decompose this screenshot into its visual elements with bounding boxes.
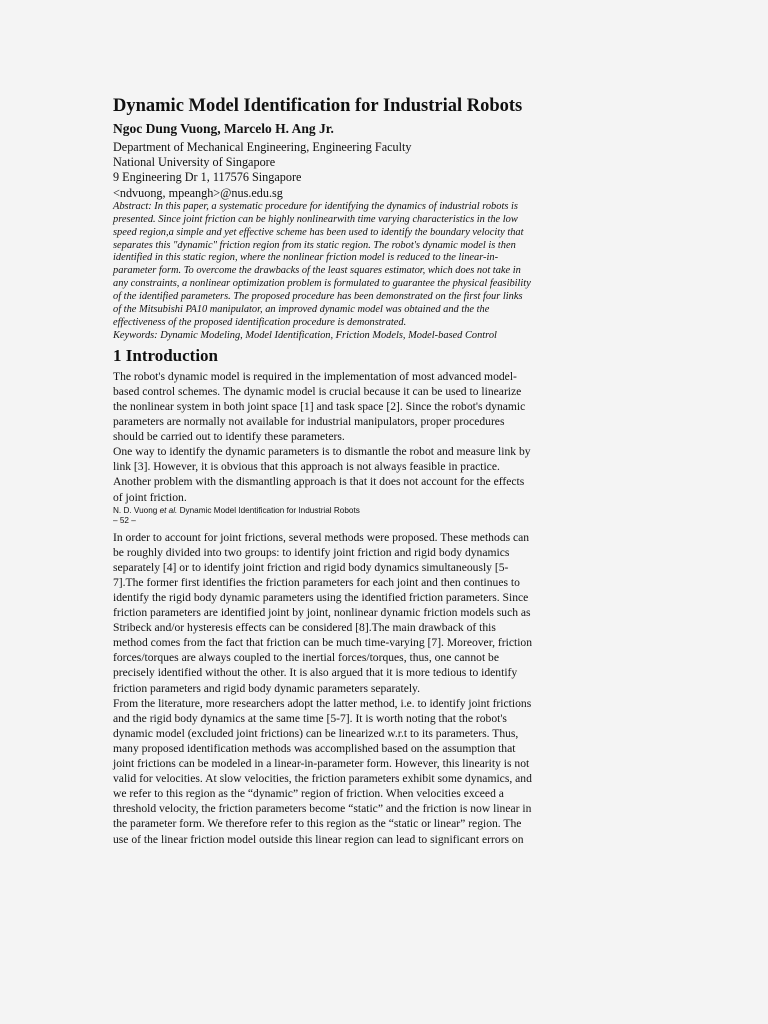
affiliation-university: National University of Singapore bbox=[113, 155, 276, 170]
section-heading-introduction: 1 Introduction bbox=[113, 345, 219, 365]
keywords: Keywords: Dynamic Modeling, Model Identification, Friction Models, Model-based Control bbox=[113, 329, 497, 341]
affiliation-department: Department of Mechanical Engineering, Engineering Faculty bbox=[113, 140, 412, 154]
footer-authors: N. D. Vuong bbox=[113, 505, 158, 515]
abstract: Abstract: In this paper, a systematic procedure for identifying the dynamics of industrial robots is presented. Since joint friction can be highly nonlinearwith time varying characteristics in the low speed region,a simple and yet effective scheme has been used to identify the boundary velocity that separates this "dynamic" friction region from its static region. The robot's dynamic model is then identified in this static region, where the nonlinear friction model is reduced to the linear-in-parameter form. To overcome the drawbacks of the least squares estimator, which does not take in any constraints, a nonlinear optimization problem is formulated to guarantee the physical feasibility of the identified parameters. The proposed procedure has been demonstrated on the first four links of the Mitsubishi PA10 manipulator, an improved dynamic model was obtained and the the effectiveness of the proposed identification procedure is demonstrated. bbox=[113, 200, 531, 328]
affiliation-email: <ndvuong, mpeangh>@nus.edu.sg bbox=[113, 185, 283, 200]
paper-authors: Ngoc Dung Vuong, Marcelo H. Ang Jr. bbox=[113, 121, 334, 136]
intro-paragraph: The robot's dynamic model is required in the implementation of most advanced model-based control schemes. The dynamic model is crucial because it can be used to linearize the nonlinear system in both joint space [1] and task space [2]. Since the robot's dynamic parameters are normally not available for industrial manipulators, proper procedures should be carried out to identify these parameters. bbox=[113, 369, 526, 444]
page-number: – 52 – bbox=[113, 515, 136, 525]
paper-title: Dynamic Model Identification for Industrial Robots bbox=[113, 96, 523, 116]
page-footer bbox=[113, 506, 533, 516]
intro-paragraph: One way to identify the dynamic parameters is to dismantle the robot and measure link by link [3]. However, it is obvious that this approach is not always feasible in practice. Another problem with the dismantling approach is that it does not account for the effects of joint friction. bbox=[113, 445, 531, 504]
footer-etal: et al. bbox=[159, 505, 178, 515]
page-content bbox=[113, 94, 533, 847]
footer-title: Dynamic Model Identification for Industrial Robots bbox=[179, 505, 360, 515]
body-paragraph: In order to account for joint frictions, several methods were proposed. These methods can be roughly divided into two groups: to identify joint friction and rigid body dynamics separately [4] or to identify joint friction and rigid body dynamics simultaneously [5-7].The former first identifies the friction parameters for each joint and then continues to identify the rigid body dynamic parameters using the identified friction parameters. Since friction parameters are identified joint by joint, nonlinear dynamic friction models such as Stribeck and/or hysteresis effects can be considered [8].The main drawback of this method comes from the fact that friction can be much time-varying [7]. Moreover, friction forces/torques are always coupled to the inertial forces/torques, thus, one cannot be precisely identified without the other. It is also argued that it is more tedious to identify friction parameters and rigid body dynamic parameters separately. bbox=[113, 530, 533, 695]
body-paragraph: From the literature, more researchers adopt the latter method, i.e. to identify joint frictions and the rigid body dynamics at the same time [5-7]. It is worth noting that the robot's dynamic model (excluded joint frictions) can be linearized w.r.t to its parameters. Thus, many proposed identification methods was accomplished based on the assumption that joint frictions can be modeled in a linear-in-parameter form. However, this linearity is not valid for velocities. At slow velocities, the friction parameters exhibit some dynamics, and we refer to this region as the “dynamic” region of friction. When velocities exceed a threshold velocity, the friction parameters become “static” and the friction is now linear in the parameter form. We therefore refer to this region as the “static or linear” region. The use of the linear friction model outside this linear region can lead to significant errors on bbox=[113, 696, 532, 846]
affiliation-address: 9 Engineering Dr 1, 117576 Singapore bbox=[113, 170, 302, 185]
